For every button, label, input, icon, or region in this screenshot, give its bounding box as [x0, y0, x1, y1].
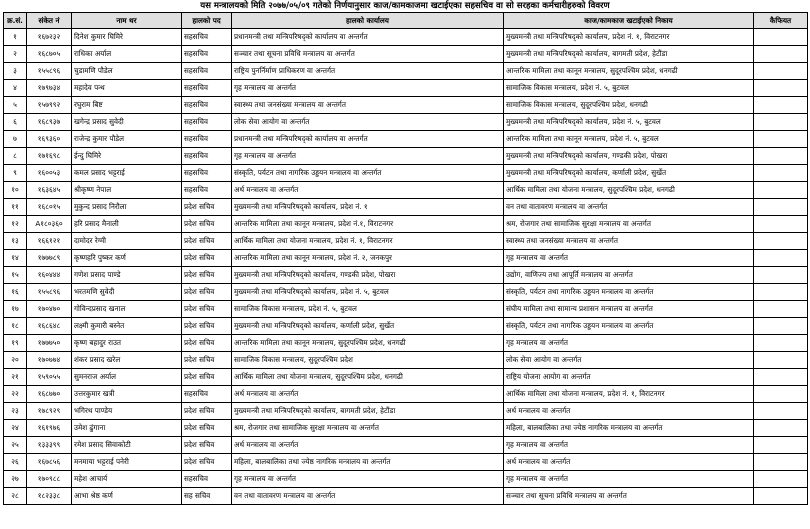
current-office-cell: सामाजिक विकास मन्त्रालय, प्रदेश नं. ५, बुटवल [232, 301, 504, 318]
current-office-cell: मुख्यमन्त्री तथा मन्त्रिपरिषद्को कार्यालय, गण्डकी प्रदेश, पोखरा [232, 267, 504, 284]
remarks-cell [754, 250, 808, 267]
serial-cell: २८ [4, 488, 27, 505]
serial-cell: २७ [4, 471, 27, 488]
symbol-cell: १५७९९२ [27, 97, 72, 114]
current-office-cell: अर्थ मन्त्रालय वा अन्तर्गत [232, 182, 504, 199]
name-cell: दामोदर रेग्मी [72, 233, 182, 250]
symbol-cell: १७०४७० [27, 301, 72, 318]
table-row [4, 114, 808, 131]
name-cell: सुमनराज अर्याल [72, 369, 182, 386]
assigned-office-cell: गृह मन्त्रालय वा अन्तर्गत [504, 335, 754, 352]
current-office-cell: संस्कृति, पर्यटन तथा नागरिक उड्डयन मन्त्रालय वा अन्तर्गत [232, 165, 504, 182]
name-cell: श्रीकृष्ण नेपाल [72, 182, 182, 199]
symbol-cell: १६००५३ [27, 165, 72, 182]
remarks-cell [754, 386, 808, 403]
name-cell: महेश आचार्य [72, 471, 182, 488]
remarks-cell [754, 233, 808, 250]
serial-cell: १९ [4, 335, 27, 352]
post-cell: प्रदेश सचिव [182, 335, 232, 352]
table-row [4, 437, 808, 454]
assigned-office-cell: आन्तरिक मामिला तथा कानून मन्त्रालय, सुदूरपश्चिम प्रदेश, धनगढी [504, 63, 754, 80]
remarks-cell [754, 29, 808, 46]
serial-cell: २३ [4, 403, 27, 420]
header-current-office: हालको कार्यालय [232, 13, 504, 29]
serial-cell: १३ [4, 233, 27, 250]
assigned-office-cell: सामाजिक विकास मन्त्रालय, प्रदेश नं. ५, बुटवल [504, 80, 754, 97]
post-cell: प्रदेश सचिव [182, 301, 232, 318]
symbol-cell: १३३३९९ [27, 437, 72, 454]
table-row [4, 80, 808, 97]
table-row [4, 267, 808, 284]
post-cell: प्रदेश सचिव [182, 199, 232, 216]
name-cell: रघुराम बिष्ट [72, 97, 182, 114]
post-cell: सहसचिव [182, 148, 232, 165]
remarks-cell [754, 114, 808, 131]
name-cell: भरतमणि सुवेदी [72, 284, 182, 301]
table-row [4, 233, 808, 250]
header-assigned-office: काज/कामकाज खटाईएको निकाय [504, 13, 754, 29]
remarks-cell [754, 403, 808, 420]
assigned-office-cell: सामाजिक विकास मन्त्रालय, सुदूरपश्चिम प्रदेश, धनगढी [504, 97, 754, 114]
serial-cell: १६ [4, 284, 27, 301]
post-cell: सह सचिव [182, 488, 232, 505]
symbol-cell: १६८७७० [27, 386, 72, 403]
symbol-cell: १७७७५० [27, 335, 72, 352]
assigned-office-cell: राष्ट्रिय योजना आयोग वा अन्तर्गत [504, 369, 754, 386]
table-row [4, 46, 808, 63]
post-cell: प्रदेश सचिव [182, 369, 232, 386]
name-cell: उमेश ढुंगाना [72, 420, 182, 437]
remarks-cell [754, 420, 808, 437]
serial-cell: १४ [4, 250, 27, 267]
post-cell: प्रदेश सचिव [182, 403, 232, 420]
name-cell: कृष्ण बहादुर राउत [72, 335, 182, 352]
symbol-cell: १६६१२१ [27, 233, 72, 250]
current-office-cell: आर्थिक मामिला तथा योजना मन्त्रालय, सुदूरपश्चिम प्रदेश, धनगढी [232, 369, 504, 386]
document-title: यस मन्त्रालयको मिति २०७७/०५/०९ गतेको निर्णयानुसार काज/कामकाजमा खटाईएका सहसचिव वा सो सरहका कर्मचारीहरुको विवरण [200, 1, 610, 11]
serial-cell: १८ [4, 318, 27, 335]
name-cell: महादेव पन्थ [72, 80, 182, 97]
name-cell: हरि प्रसाद मैनाली [72, 216, 182, 233]
serial-cell: २४ [4, 420, 27, 437]
current-office-cell: आन्तरिक मामिला तथा कानून मन्त्रालय, प्रदेश नं. २, जनकपुर [232, 250, 504, 267]
serial-cell: २० [4, 352, 27, 369]
name-cell: भगिरथ पाण्डेय [72, 403, 182, 420]
current-office-cell: गृह मन्त्रालय वा अन्तर्गत [232, 80, 504, 97]
remarks-cell [754, 352, 808, 369]
remarks-cell [754, 301, 808, 318]
table-row [4, 335, 808, 352]
table-row [4, 301, 808, 318]
assigned-office-cell: मुख्यमन्त्री तथा मन्त्रिपरिषद्को कार्यालय, प्रदेश नं. ५, बुटवल [504, 114, 754, 131]
name-cell: चुडामणि पौडेल [72, 63, 182, 80]
symbol-cell: १६३६४५ [27, 182, 72, 199]
serial-cell: ९ [4, 165, 27, 182]
table-row [4, 199, 808, 216]
assigned-office-cell: स्वास्थ्य तथा जनसंख्या मन्त्रालय वा अन्तर्गत [504, 233, 754, 250]
assigned-office-cell: श्रम, रोजगार तथा सामाजिक सुरक्षा मन्त्रालय वा अन्तर्गत [504, 216, 754, 233]
name-cell: शंकर प्रसाद खरेल [72, 352, 182, 369]
name-cell: दिनेश कुमार घिमिरे [72, 29, 182, 46]
symbol-cell: १६८७०५ [27, 46, 72, 63]
remarks-cell [754, 369, 808, 386]
symbol-cell: १७८९२९ [27, 403, 72, 420]
table-row [4, 369, 808, 386]
current-office-cell: मुख्यमन्त्री तथा मन्त्रिपरिषद्को कार्यालय, बागमती प्रदेश, हेटौंडा [232, 403, 504, 420]
name-cell: लक्ष्मी कुमारी बस्नेत [72, 318, 182, 335]
remarks-cell [754, 182, 808, 199]
name-cell: मुकुन्द प्रसाद निरौला [72, 199, 182, 216]
serial-cell: १२ [4, 216, 27, 233]
post-cell: प्रदेश सचिव [182, 233, 232, 250]
remarks-cell [754, 199, 808, 216]
post-cell: सहसचिव [182, 165, 232, 182]
post-cell: सहसचिव [182, 80, 232, 97]
current-office-cell: श्रम, रोजगार तथा सामाजिक सुरक्षा मन्त्रालय वा अन्तर्गत [232, 420, 504, 437]
current-office-cell: लोक सेवा आयोग वा अन्तर्गत [232, 114, 504, 131]
symbol-cell: १६७८५६ [27, 454, 72, 471]
serial-cell: २६ [4, 454, 27, 471]
table-row [4, 182, 808, 199]
serial-cell: ७ [4, 131, 27, 148]
remarks-cell [754, 131, 808, 148]
remarks-cell [754, 63, 808, 80]
assigned-office-cell: अर्थ मन्त्रालय वा अन्तर्गत [504, 454, 754, 471]
post-cell: सहसचिव [182, 97, 232, 114]
symbol-cell: १७९७३४ [27, 80, 72, 97]
remarks-cell [754, 488, 808, 505]
current-office-cell: सञ्चार तथा सूचना प्रविधि मन्त्रालय वा अन्तर्गत [232, 46, 504, 63]
name-cell: रमेश प्रसाद सिवाकोटी [72, 437, 182, 454]
name-cell: कमल प्रसाद भट्टराई [72, 165, 182, 182]
current-office-cell: राष्ट्रिय पुनर्निर्माण प्राधिकरण वा अन्तर्गत [232, 63, 504, 80]
serial-cell: २ [4, 46, 27, 63]
remarks-cell [754, 318, 808, 335]
name-cell: गणेश प्रसाद पाण्डे [72, 267, 182, 284]
symbol-cell: १६९३६० [27, 131, 72, 148]
symbol-cell: A१८०३६० [27, 216, 72, 233]
remarks-cell [754, 165, 808, 182]
post-cell: प्रदेश सचिव [182, 420, 232, 437]
symbol-cell: १६८६४८ [27, 318, 72, 335]
post-cell: सहसचिव [182, 63, 232, 80]
symbol-cell: १८२३३८ [27, 488, 72, 505]
post-cell: प्रदेश सचिव [182, 216, 232, 233]
symbol-cell: १६८९३७ [27, 114, 72, 131]
current-office-cell: प्रधानमन्त्री तथा मन्त्रिपरिषद्को कार्यालय वा अन्तर्गत [232, 131, 504, 148]
symbol-cell: १७०९८८ [27, 471, 72, 488]
remarks-cell [754, 216, 808, 233]
header-serial: क्र.सं. [4, 13, 27, 29]
current-office-cell: आन्तरिक मामिला तथा कानून मन्त्रालय, सुदूरपश्चिम प्रदेश, धनगढी [232, 335, 504, 352]
serial-cell: २२ [4, 386, 27, 403]
current-office-cell: अर्थ मन्त्रालय वा अन्तर्गत [232, 386, 504, 403]
post-cell: सहसचिव [182, 471, 232, 488]
post-cell: प्रदेश सचिव [182, 454, 232, 471]
current-office-cell: प्रधानमन्त्री तथा मन्त्रिपरिषद्को कार्यालय वा अन्तर्गत [232, 29, 504, 46]
assigned-office-cell: आर्थिक मामिला तथा योजना मन्त्रालय, प्रदेश नं. १, विराटनगर [504, 386, 754, 403]
serial-cell: १० [4, 182, 27, 199]
assigned-office-cell: मुख्यमन्त्री तथा मन्त्रिपरिषद्को कार्यालय, गण्डकी प्रदेश, पोखरा [504, 148, 754, 165]
symbol-cell: १६०४४४ [27, 267, 72, 284]
serial-cell: ६ [4, 114, 27, 131]
remarks-cell [754, 267, 808, 284]
post-cell: सहसचिव [182, 386, 232, 403]
current-office-cell: आर्थिक मामिला तथा योजना मन्त्रालय, प्रदेश नं. १, विराटनगर [232, 233, 504, 250]
assigned-office-cell: सञ्चार तथा सूचना प्रविधि मन्त्रालय वा अन्तर्गत [504, 488, 754, 505]
serial-cell: ८ [4, 148, 27, 165]
table-row [4, 165, 808, 182]
remarks-cell [754, 454, 808, 471]
remarks-cell [754, 437, 808, 454]
name-cell: खगेन्द्र प्रसाद सुवेदी [72, 114, 182, 131]
serial-cell: २५ [4, 437, 27, 454]
symbol-cell: १५५८९६ [27, 63, 72, 80]
current-office-cell: गृह मन्त्रालय वा अन्तर्गत [232, 148, 504, 165]
header-remarks: कैफियत [754, 13, 808, 29]
post-cell: सहसचिव [182, 29, 232, 46]
remarks-cell [754, 46, 808, 63]
table-row [4, 454, 808, 471]
table-row [4, 386, 808, 403]
table-row [4, 284, 808, 301]
post-cell: सहसचिव [182, 114, 232, 131]
name-cell: कृष्णहरि पुष्कर कर्ण [72, 250, 182, 267]
name-cell: राधिका अर्याल [72, 46, 182, 63]
current-office-cell: मुख्यमन्त्री तथा मन्त्रिपरिषद्को कार्यालय, प्रदेश नं. ५, बुटवल [232, 284, 504, 301]
remarks-cell [754, 148, 808, 165]
post-cell: सहसचिव [182, 131, 232, 148]
assigned-office-cell: संस्कृति, पर्यटन तथा नागरिक उड्डयन मन्त्रालय वा अन्तर्गत [504, 318, 754, 335]
table-row [4, 403, 808, 420]
assigned-office-cell: आर्थिक मामिला तथा योजना मन्त्रालय, सुदूरपश्चिम प्रदेश, धनगढी [504, 182, 754, 199]
remarks-cell [754, 80, 808, 97]
remarks-cell [754, 335, 808, 352]
table-row [4, 250, 808, 267]
assigned-office-cell: महिला, बालबालिका तथा ज्येष्ठ नागरिक मन्त्रालय वा अन्तर्गत [504, 420, 754, 437]
assignment-table [3, 12, 808, 505]
assigned-office-cell: उद्योग, वाणिज्य तथा आपूर्ति मन्त्रालय वा अन्तर्गत [504, 267, 754, 284]
remarks-cell [754, 97, 808, 114]
assigned-office-cell: मुख्यमन्त्री तथा मन्त्रिपरिषद्को कार्यालय, बागमती प्रदेश, हेटौंडा [504, 46, 754, 63]
table-row [4, 318, 808, 335]
current-office-cell: अर्थ मन्त्रालय वा अन्तर्गत [232, 437, 504, 454]
serial-cell: ३ [4, 63, 27, 80]
post-cell: प्रदेश सचिव [182, 267, 232, 284]
name-cell: ईन्दु घिमिरे [72, 148, 182, 165]
assigned-office-cell: गृह मन्त्रालय वा अन्तर्गत [504, 471, 754, 488]
table-row [4, 148, 808, 165]
current-office-cell: स्वास्थ्य तथा जनसंख्या मन्त्रालय वा अन्तर्गत [232, 97, 504, 114]
symbol-cell: १६७२३२ [27, 29, 72, 46]
name-cell: राजेन्द्र कुमार पौडेल [72, 131, 182, 148]
current-office-cell: गृह मन्त्रालय वा अन्तर्गत [232, 471, 504, 488]
assigned-office-cell: मुख्यमन्त्री तथा मन्त्रिपरिषद्को कार्यालय, प्रदेश नं. १, विराटनगर [504, 29, 754, 46]
table-row [4, 352, 808, 369]
current-office-cell: सामाजिक विकास मन्त्रालय, सुदूरपश्चिम प्रदेश [232, 352, 504, 369]
post-cell: सहसचिव [182, 182, 232, 199]
post-cell: प्रदेश सचिव [182, 352, 232, 369]
name-cell: उत्तरकुमार खत्री [72, 386, 182, 403]
post-cell: प्रदेश सचिव [182, 318, 232, 335]
serial-cell: ११ [4, 199, 27, 216]
serial-cell: १५ [4, 267, 27, 284]
name-cell: आभा श्रेष्ठ कर्ण [72, 488, 182, 505]
post-cell: प्रदेश सचिव [182, 284, 232, 301]
assigned-office-cell: गृह मन्त्रालय वा अन्तर्गत [504, 437, 754, 454]
assigned-office-cell: संघीय मामिला तथा सामान्य प्रशासन मन्त्रालय वा अन्तर्गत [504, 301, 754, 318]
name-cell: गोविन्दप्रसाद खनाल [72, 301, 182, 318]
header-post: हालको पद [182, 13, 232, 29]
symbol-cell: १७१६९८ [27, 148, 72, 165]
assigned-office-cell: आन्तरिक मामिला तथा कानून मन्त्रालय, प्रदेश नं. ५, बुटवल [504, 131, 754, 148]
table-row [4, 63, 808, 80]
symbol-cell: १५९०५५ [27, 369, 72, 386]
assigned-office-cell: अर्थ मन्त्रालय वा अन्तर्गत [504, 403, 754, 420]
post-cell: प्रदेश सचिव [182, 250, 232, 267]
current-office-cell: महिला, बालबालिका तथा ज्येष्ठ नागरिक मन्त्रालय वा अन्तर्गत [232, 454, 504, 471]
current-office-cell: आन्तरिक मामिला तथा कानून मन्त्रालय, प्रदेश नं.१, विराटनगर [232, 216, 504, 233]
current-office-cell: वन तथा वातावरण मन्त्रालय वा अन्तर्गत [232, 488, 504, 505]
remarks-cell [754, 471, 808, 488]
post-cell: प्रदेश सचिव [182, 437, 232, 454]
table-row [4, 420, 808, 437]
table-row [4, 488, 808, 505]
assigned-office-cell: वन तथा वातावरण मन्त्रालय वा अन्तर्गत [504, 199, 754, 216]
serial-cell: १७ [4, 301, 27, 318]
table-row [4, 131, 808, 148]
current-office-cell: मुख्यमन्त्री तथा मन्त्रिपरिषद्को कार्यालय, प्रदेश नं. १ [232, 199, 504, 216]
table-row [4, 97, 808, 114]
assigned-office-cell: संस्कृति, पर्यटन तथा नागरिक उड्डयन मन्त्रालय वा अन्तर्गत [504, 284, 754, 301]
serial-cell: ४ [4, 80, 27, 97]
remarks-cell [754, 284, 808, 301]
serial-cell: ५ [4, 97, 27, 114]
table-row [4, 471, 808, 488]
symbol-cell: १७७७८९ [27, 250, 72, 267]
name-cell: मनमाया भट्टराई पनेरी [72, 454, 182, 471]
symbol-cell: १६८०१५ [27, 199, 72, 216]
serial-cell: १ [4, 29, 27, 46]
table-row [4, 29, 808, 46]
table-row [4, 216, 808, 233]
post-cell: सहसचिव [182, 46, 232, 63]
table-header-row [4, 13, 808, 29]
symbol-cell: १६१९७६ [27, 420, 72, 437]
current-office-cell: मुख्यमन्त्री तथा मन्त्रिपरिषद्को कार्यालय, कर्णाली प्रदेश, सुर्खेत [232, 318, 504, 335]
header-name: नाम थर [72, 13, 182, 29]
symbol-cell: १५५८९६ [27, 284, 72, 301]
assigned-office-cell: मुख्यमन्त्री तथा मन्त्रिपरिषद्को कार्यालय, कर्णाली प्रदेश, सुर्खेत [504, 165, 754, 182]
header-symbol-no: संकेत नं [27, 13, 72, 29]
symbol-cell: १७०७७४ [27, 352, 72, 369]
serial-cell: २१ [4, 369, 27, 386]
assigned-office-cell: गृह मन्त्रालय वा अन्तर्गत [504, 250, 754, 267]
assigned-office-cell: लोक सेवा आयोग वा अन्तर्गत [504, 352, 754, 369]
